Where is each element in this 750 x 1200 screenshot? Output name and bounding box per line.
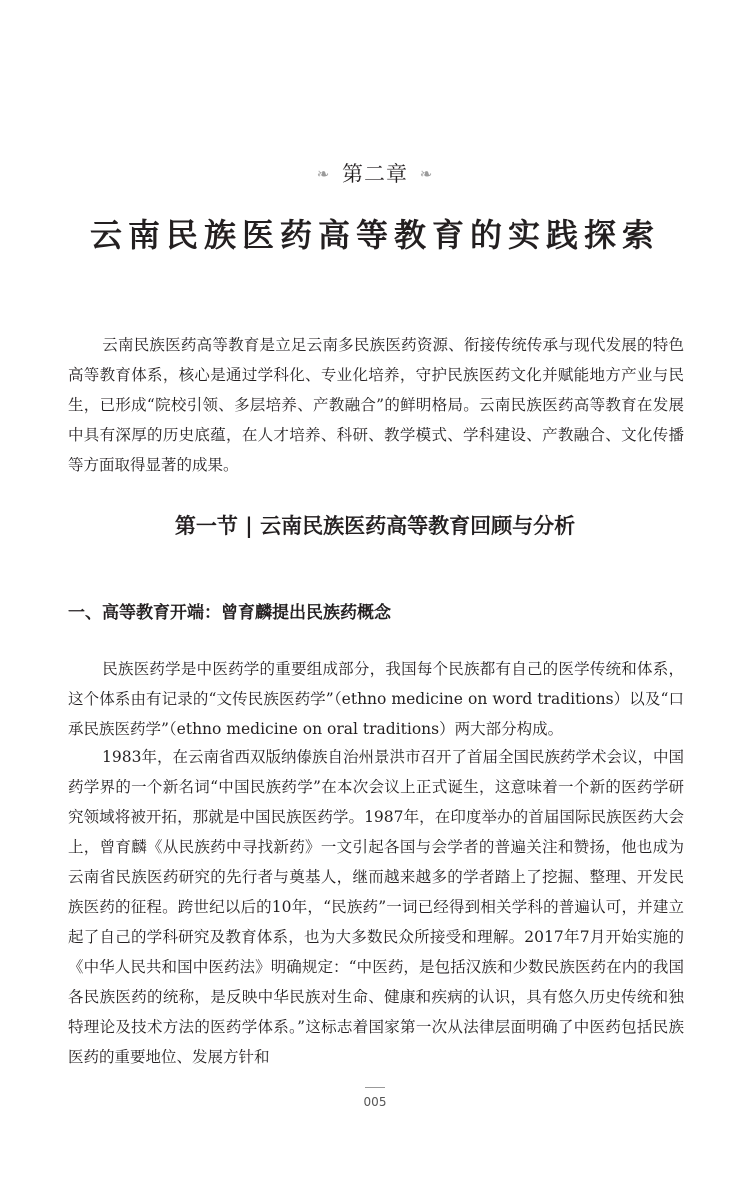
subsection-title: 一、高等教育开端：曾育麟提出民族药概念 [68, 603, 391, 623]
ornament-right-icon: ❧ [419, 165, 434, 183]
paragraph-text: 民族医药学是中医药学的重要组成部分，我国每个民族都有自己的医学传统和体系，这个体系由有记录的“文传民族医药学”（ethno medicine on word traditions）以及“口承民族医药学”（ethno medicine on oral traditions）两大部分构成。 [68, 660, 684, 738]
paragraph-text: 1983年，在云南省西双版纳傣族自治州景洪市召开了首届全国民族药学术会议，中国药学界的一个新名词“中国民族药学”在本次会议上正式诞生，这意味着一个新的医药学研究领域将被开拓，那就是中国民族医药学。1987年，在印度举办的首届国际民族医药大会上，曾育麟《从民族药中寻找新药》一文引起各国与会学者的普遍关注和赞扬，他也成为云南省民族医药研究的先行者与奠基人，继而越来越多的学者踏上了挖掘、整理、开发民族医药的征程。跨世纪以后的10年，“民族药”一词已经得到相关学科的普遍认可，并建立起了自己的学科研究及教育体系，也为大多数民众所接受和理解。2017年7月开始实施的《中华人民共和国中医药法》明确规定：“中医药，是包括汉族和少数民族医药在内的我国各民族医药的统称，是反映中华民族对生命、健康和疾病的认识，具有悠久历史传统和独特理论及技术方法的医药学体系。”这标志着国家第一次从法律层面明确了中医药包括民族医药的重要地位、发展方针和 [68, 748, 684, 1066]
ornament-left-icon: ❧ [316, 165, 331, 183]
intro-text: 云南民族医药高等教育是立足云南多民族医药资源、衔接传统传承与现代发展的特色高等教育体系，核心是通过学科化、专业化培养，守护民族医药文化并赋能地方产业与民生，已形成“院校引领、多层培养、产教融合”的鲜明格局。云南民族医药高等教育在发展中具有深厚的历史底蕴，在人才培养、科研、教学模式、学科建设、产教融合、文化传播等方面取得显著的成果。 [68, 336, 684, 474]
intro-paragraph [68, 330, 684, 480]
chapter-label [0, 158, 750, 188]
chapter-title: 云南民族医药高等教育的实践探索 [89, 216, 660, 254]
chapter-number: 第二章 [342, 162, 408, 186]
body-paragraph [68, 654, 684, 744]
footer-divider [365, 1087, 385, 1088]
body-paragraph [68, 742, 684, 1072]
page-number: 005 [363, 1095, 387, 1109]
section-title: 第一节 | 云南民族医药高等教育回顾与分析 [174, 513, 576, 538]
